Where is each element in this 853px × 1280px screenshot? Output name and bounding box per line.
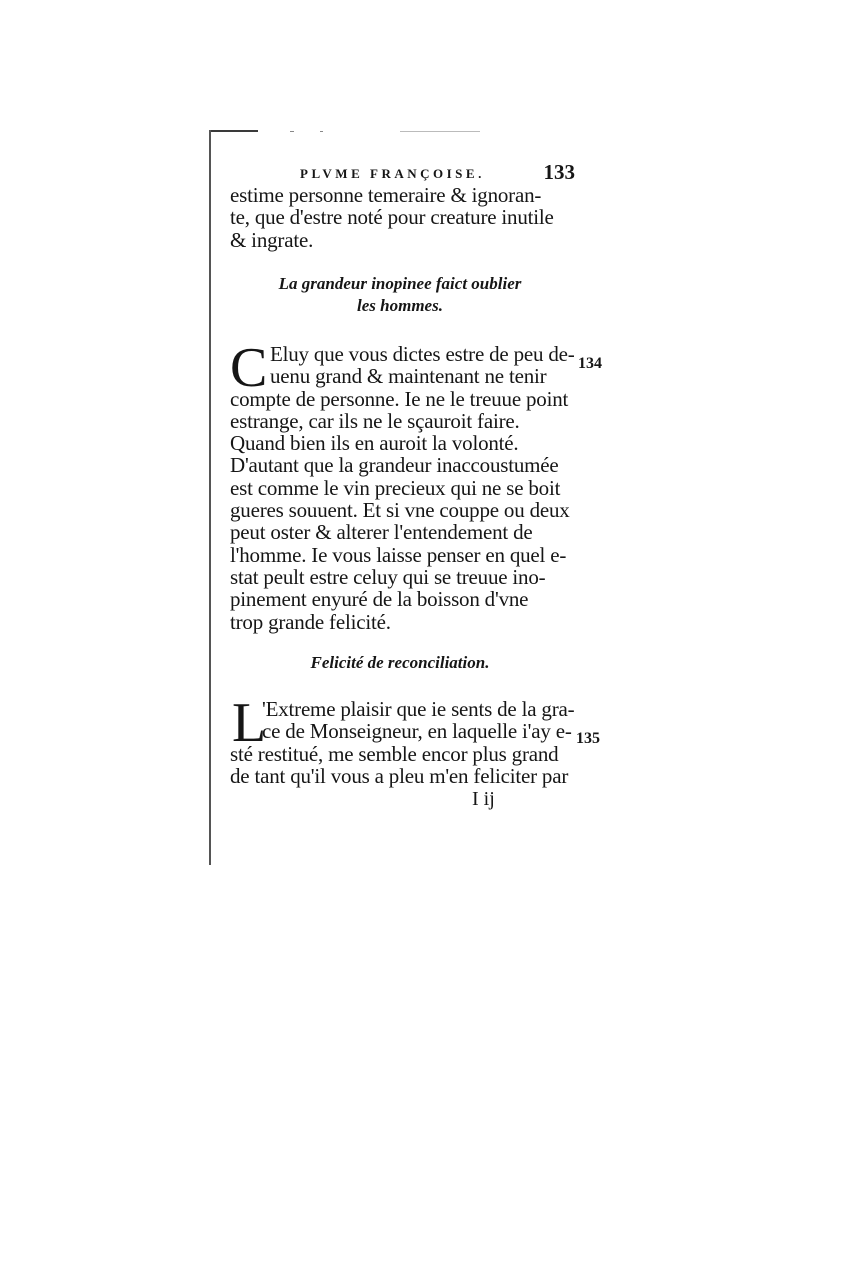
print-speck [290, 131, 294, 132]
page-number: 133 [543, 160, 575, 184]
text-line: compte de personne. Ie ne le treuue point [230, 386, 569, 411]
text-line: trop grande felicité. [230, 609, 391, 634]
heading-line: Felicité de reconciliation. [310, 653, 490, 672]
text-line: ce de Monseigneur, en laquelle i'ay e- [262, 719, 572, 744]
text-line: l'homme. Ie vous laisse penser en quel e- [230, 542, 567, 567]
text-line: 'Extreme plaisir que ie sents de la gra- [262, 697, 575, 721]
left-margin-rule [209, 130, 211, 865]
section-heading-2 [230, 652, 570, 674]
margin-number: 134 [578, 355, 602, 372]
text-line: te, que d'estre noté pour creature inutile [230, 205, 554, 230]
signature-mark: I ij [472, 788, 495, 810]
text-line: gueres souuent. Et si vne couppe ou deux [230, 498, 570, 523]
text-line: est comme le vin precieux qui ne se boit [230, 475, 561, 500]
text-line: peut oster & alterer l'entendement de [230, 520, 533, 545]
text-line: stat peult estre celuy qui se treuue ino- [230, 564, 546, 589]
print-speck [320, 131, 323, 132]
text-line: Quand bien ils en auroit la volonté. [230, 431, 519, 456]
text-line: uenu grand & maintenant ne tenir [270, 364, 547, 389]
paragraph-2 [230, 743, 570, 788]
drop-cap: L [232, 692, 267, 754]
top-rule [210, 130, 258, 132]
print-speck [400, 131, 480, 132]
text-line: de tant qu'il vous a pleu m'en feliciter par [230, 763, 569, 788]
text-line: Eluy que vous dictes estre de peu de- [270, 342, 575, 366]
text-line: pinement enyuré de la boisson d'vne [230, 587, 529, 612]
drop-cap: C [230, 337, 268, 399]
text-line: & ingrate. [230, 227, 314, 252]
margin-number: 135 [576, 730, 600, 747]
section-heading-1 [230, 273, 570, 317]
paragraph-1 [230, 388, 570, 633]
paragraph-1-indented [270, 342, 575, 389]
heading-line: La grandeur inopinee faict oublier [278, 274, 522, 293]
text-line: estrange, car ils ne le sçauroit faire. [230, 408, 520, 433]
text-line: estime personne temeraire & ignoran- [230, 183, 542, 207]
paragraph-2-indented [262, 697, 575, 744]
text-line: sté restitué, me semble encor plus grand [230, 741, 559, 766]
opening-text [230, 184, 570, 251]
running-head: PLVME FRANÇOISE. [300, 166, 485, 181]
text-line: D'autant que la grandeur inaccoustumée [230, 453, 559, 478]
heading-line: les hommes. [357, 296, 443, 315]
